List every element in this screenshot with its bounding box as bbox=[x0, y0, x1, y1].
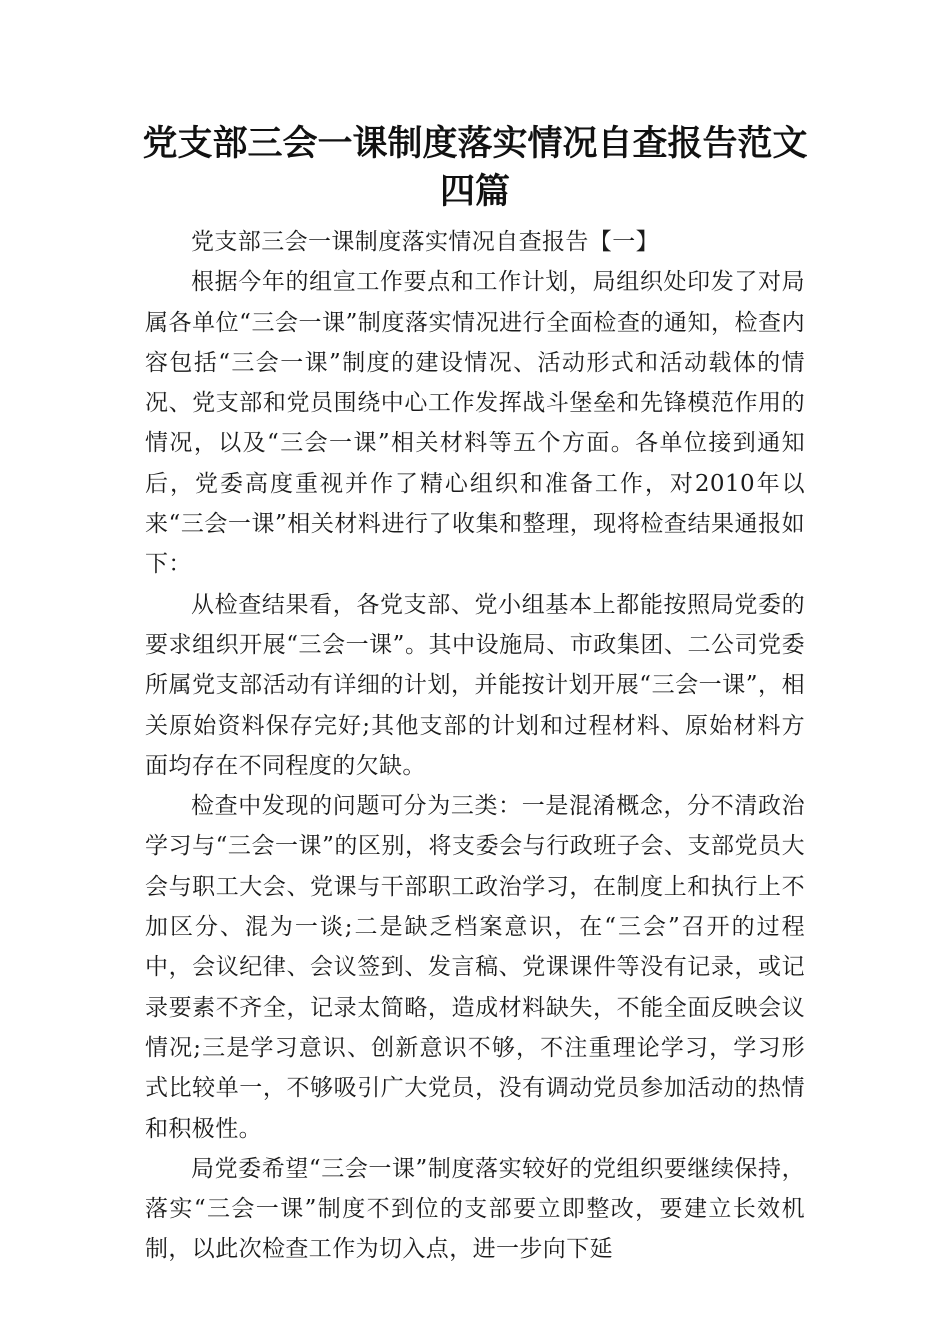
document-body bbox=[145, 222, 805, 1270]
paragraph-2: 从检查结果看，各党支部、党小组基本上都能按照局党委的要求组织开展“三会一课”。其中设施局、市政集团、二公司党委所属党支部活动有详细的计划，并能按计划开展“三会一课”，相关原始资料保存完好;其他支部的计划和过程材料、原始材料方面均存在不同程度的欠缺。 bbox=[145, 591, 805, 779]
paragraph-3: 检查中发现的问题可分为三类：一是混淆概念，分不清政治学习与“三会一课”的区别，将支委会与行政班子会、支部党员大会与职工大会、党课与干部职工政治学习，在制度上和执行上不加区分、混为一谈;二是缺乏档案意识，在“三会”召开的过程中，会议纪律、会议签到、发言稿、党课课件等没有记录，或记录要素不齐全，记录太简略，造成材料缺失，不能全面反映会议情况;三是学习意识、创新意识不够，不注重理论学习，学习形式比较单一，不够吸引广大党员，没有调动党员参加活动的热情和积极性。 bbox=[145, 793, 805, 1142]
document-title-line1: 党支部三会一课制度落实情况自查报告范文 bbox=[142, 124, 808, 164]
paragraph-4: 局党委希望“三会一课”制度落实较好的党组织要继续保持，落实“三会一课”制度不到位的支部要立即整改，要建立长效机制，以此次检查工作为切入点，进一步向下延 bbox=[145, 1155, 805, 1263]
section-subheading: 党支部三会一课制度落实情况自查报告【一】 bbox=[191, 229, 659, 255]
paragraph-1: 根据今年的组宣工作要点和工作计划，局组织处印发了对局属各单位“三会一课”制度落实情况进行全面检查的通知，检查内容包括“三会一课”制度的建设情况、活动形式和活动载体的情况、党支部和党员围绕中心工作发挥战斗堡垒和先锋模范作用的情况，以及“三会一课”相关材料等五个方面。各单位接到通知后，党委高度重视并作了精心组织和准备工作，对2010年以来“三会一课”相关材料进行了收集和整理，现将检查结果通报如下： bbox=[145, 269, 805, 578]
document-title-line2: 四篇 bbox=[439, 172, 510, 212]
